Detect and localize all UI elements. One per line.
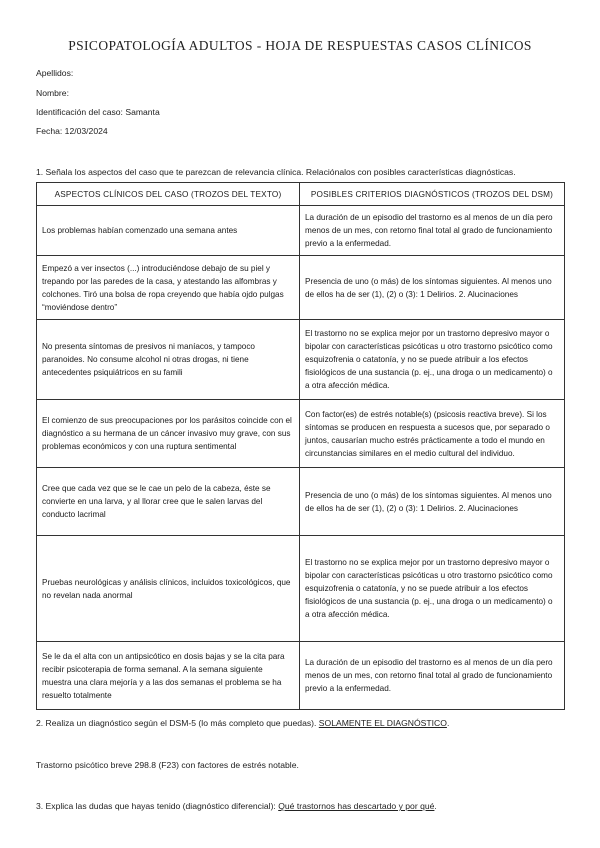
aspect-cell: Cree que cada vez que se le cae un pelo de la cabeza, éste se convierte en una larva, y al llorar cree que le salen larvas del conducto lacrimal [37,468,300,536]
table-row [37,536,565,642]
table-header-aspects: ASPECTOS CLÍNICOS DEL CASO (TROZOS DEL TEXTO) [37,183,300,206]
criterion-cell: El trastorno no se explica mejor por un trastorno depresivo mayor o bipolar con características psicóticas u otro trastorno psicótico como esquizofrenia o catatonía, y no se puede atribuir a los efectos fisiológicos de una sustancia (p. ej., una droga o un medicamento) o a otra afección médica. [300,320,565,400]
diagnosis-answer: Trastorno psicótico breve 298.8 (F23) con factores de estrés notable. [36,760,299,770]
apellidos-field: Apellidos: [36,68,74,78]
table-row [37,206,565,256]
question-2-end: . [446,718,450,728]
question-2-emphasis: SOLAMENTE EL DIAGNÓSTICO [318,718,447,728]
table-row [37,256,565,320]
question-3-end: . [434,801,437,811]
date-field: Fecha: 12/03/2024 [36,126,108,136]
aspect-cell: Los problemas habían comenzado una semana antes [37,206,300,256]
table-row [37,468,565,536]
aspect-cell: El comienzo de sus preocupaciones por los parásitos coincide con el diagnóstico a su hermana de un cáncer invasivo muy grave, con sus problemas económicos y con una ruptura sentimental [37,400,300,468]
question-2 [36,718,449,728]
page-title: PSICOPATOLOGÍA ADULTOS - HOJA DE RESPUESTAS CASOS CLÍNICOS [68,38,532,53]
criterion-cell: La duración de un episodio del trastorno es al menos de un día pero menos de un mes, con retorno final total al grado de funcionamiento previo a la enfermedad. [300,642,565,710]
table-header-criteria: POSIBLES CRITERIOS DIAGNÓSTICOS (TROZOS DEL DSM) [300,183,565,206]
question-3-emphasis: Qué trastornos has descartado y por qué [278,801,435,811]
aspect-cell: Pruebas neurológicas y análisis clínicos, incluidos toxicológicos, que no revelan nada anormal [37,536,300,642]
aspect-cell: No presenta síntomas de presivos ni maníacos, y tampoco paranoides. No consume alcohol ni otras drogas, ni tiene antecedentes psiquiátricos en su famili [37,320,300,400]
nombre-field: Nombre: [36,88,69,98]
aspect-cell: Empezó a ver insectos (...) introduciéndose debajo de su piel y trepando por las paredes de la casa, y atestando las alfombras y colchones. Tiró una bolsa de ropa creyendo que había ojdo pulgas “moviéndose dentro” [37,256,300,320]
criterion-cell: Presencia de uno (o más) de los síntomas siguientes. Al menos uno de ellos ha de ser (1), (2) o (3): 1 Delirios. 2. Alucinaciones [300,468,565,536]
criterion-cell: El trastorno no se explica mejor por un trastorno depresivo mayor o bipolar con características psicóticas u otro trastorno psicótico como esquizofrenia o catatonía, y no se puede atribuir a los efectos fisiológicos de una sustancia (p. ej., una droga o un medicamento) o a otra afección médica. [300,536,565,642]
table-row [37,642,565,710]
question-1: 1. Señala los aspectos del caso que te parezcan de relevancia clínica. Relaciónalos con posibles características diagnósticas. [36,167,516,177]
case-id-field: Identificación del caso: Samanta [36,107,160,117]
table-header-row [37,183,565,206]
question-3 [36,801,437,811]
question-2-text: 2. Realiza un diagnóstico según el DSM-5 (lo más completo que puedas). [36,718,319,728]
table-row [37,400,565,468]
criterion-cell: Con factor(es) de estrés notable(s) (psicosis reactiva breve). Si los síntomas se producen en respuesta a sucesos que, por separado o juntos, causarían mucho estrés prácticamente a todo el mundo en circunstancias similares en el medio cultural del individuo. [300,400,565,468]
criterion-cell: Presencia de uno (o más) de los síntomas siguientes. Al menos uno de ellos ha de ser (1), (2) o (3): 1 Delirios. 2. Alucinaciones [300,256,565,320]
criterion-cell: La duración de un episodio del trastorno es al menos de un día pero menos de un mes, con retorno final total al grado de funcionamiento previo a la enfermedad. [300,206,565,256]
aspect-cell: Se le da el alta con un antipsicótico en dosis bajas y se la cita para recibir psicoterapia de forma semanal. A la semana siguiente muestra una clara mejoría y a las dos semanas el problema se ha resuelto totalmente [37,642,300,710]
clinical-aspects-table [36,182,565,710]
table-row [37,320,565,400]
question-3-text: 3. Explica las dudas que hayas tenido (diagnóstico diferencial): [36,801,279,811]
